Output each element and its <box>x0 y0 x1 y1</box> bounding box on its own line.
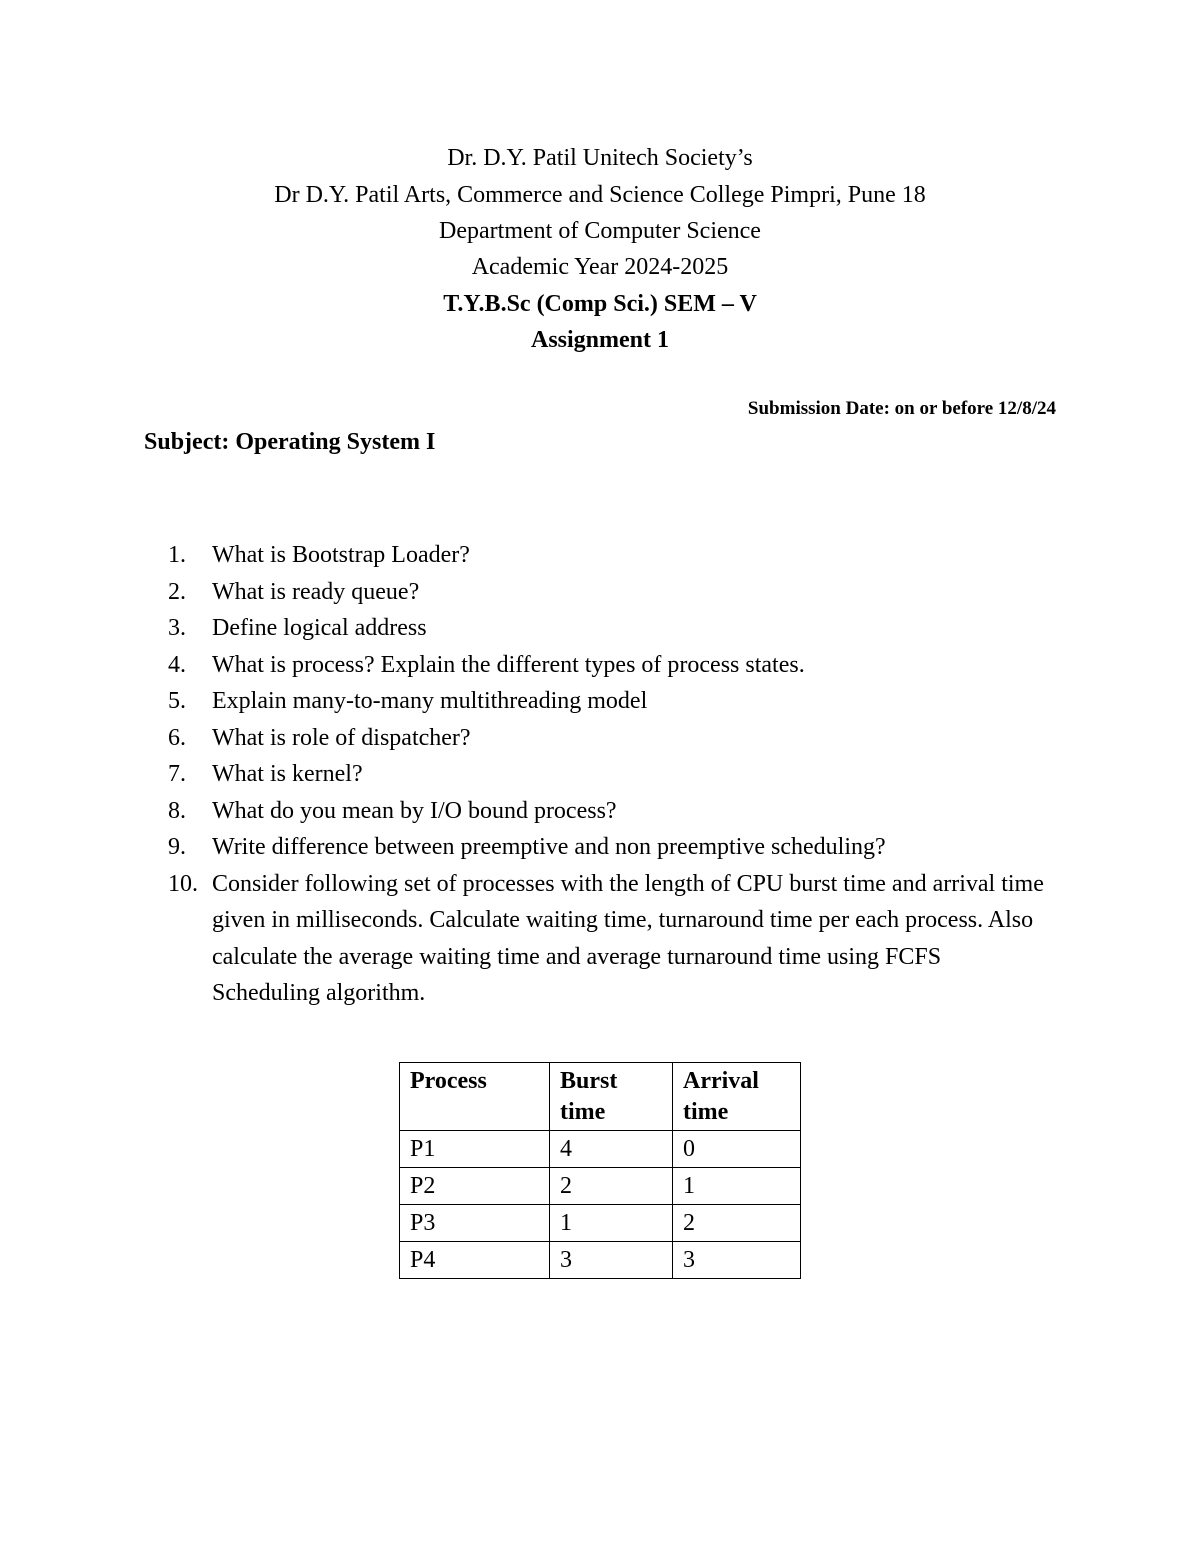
question-item <box>0 793 1052 830</box>
submission-date: Submission Date: on or before 12/8/24 <box>747 398 1056 419</box>
class-semester: T.Y.B.Sc (Comp Sci.) SEM – V <box>443 291 757 317</box>
subject-heading: Subject: Operating System I <box>144 429 436 455</box>
question-number: 4. <box>168 651 186 678</box>
question-item <box>0 720 1052 757</box>
table-cell: 2 <box>550 1168 673 1205</box>
table-cell: 1 <box>550 1205 673 1242</box>
question-text: Write difference between preemptive and non preemptive scheduling? <box>212 834 886 860</box>
assignment-title: Assignment 1 <box>530 327 669 353</box>
question-item <box>0 756 1052 793</box>
table-cell: P2 <box>400 1168 550 1205</box>
academic-year: Academic Year 2024-2025 <box>471 254 729 280</box>
table-row <box>400 1205 801 1242</box>
table-cell: 1 <box>673 1168 801 1205</box>
table-header-row <box>400 1063 801 1131</box>
process-table <box>399 1062 801 1279</box>
question-list <box>0 537 1200 1012</box>
question-item <box>0 574 1052 611</box>
table-cell: 3 <box>550 1242 673 1279</box>
column-header-arrival-time: Arrival time <box>673 1063 801 1131</box>
question-number: 10. <box>168 870 198 897</box>
question-item <box>0 537 1052 574</box>
question-item <box>0 866 1052 1012</box>
question-text: What is role of dispatcher? <box>212 724 471 751</box>
question-number: 3. <box>168 615 186 641</box>
column-header-process: Process <box>400 1063 550 1131</box>
question-number: 7. <box>168 761 186 787</box>
college-name: Dr D.Y. Patil Arts, Commerce and Science College Pimpri, Pune 18 <box>274 182 926 208</box>
question-item <box>0 683 1052 720</box>
question-number: 6. <box>168 724 186 751</box>
question-number: 9. <box>168 834 186 860</box>
table-cell: P1 <box>400 1131 550 1168</box>
table-cell: 3 <box>673 1242 801 1279</box>
question-text: What do you mean by I/O bound process? <box>212 797 617 824</box>
table-cell: 4 <box>550 1131 673 1168</box>
question-text: What is kernel? <box>212 761 363 787</box>
question-item <box>0 829 1052 866</box>
table-row <box>400 1168 801 1205</box>
column-header-burst-time: Burst time <box>550 1063 673 1131</box>
question-number: 2. <box>168 578 186 605</box>
question-text: What is process? Explain the different types of process states. <box>212 651 805 678</box>
department-name: Department of Computer Science <box>439 218 761 244</box>
table-cell: P4 <box>400 1242 550 1279</box>
table-row <box>400 1131 801 1168</box>
question-item <box>0 610 1052 647</box>
question-text: What is ready queue? <box>212 578 420 605</box>
question-text: Explain many-to-many multithreading model <box>212 688 648 714</box>
society-name: Dr. D.Y. Patil Unitech Society’s <box>447 145 753 171</box>
table-cell: 0 <box>673 1131 801 1168</box>
question-number: 5. <box>168 688 186 714</box>
question-text: Define logical address <box>212 615 427 641</box>
table-cell: P3 <box>400 1205 550 1242</box>
question-text: Consider following set of processes with the length of CPU burst time and arrival time given in milliseconds. Calculate waiting time, turnaround time per each process. Also calculate the average waiting time and average turnaround time using FCFS Scheduling algorithm. <box>212 870 1044 1006</box>
table-cell: 2 <box>673 1205 801 1242</box>
question-text: What is Bootstrap Loader? <box>212 542 470 568</box>
question-number: 1. <box>168 542 186 568</box>
question-number: 8. <box>168 797 186 824</box>
question-item <box>0 647 1052 684</box>
table-row <box>400 1242 801 1279</box>
